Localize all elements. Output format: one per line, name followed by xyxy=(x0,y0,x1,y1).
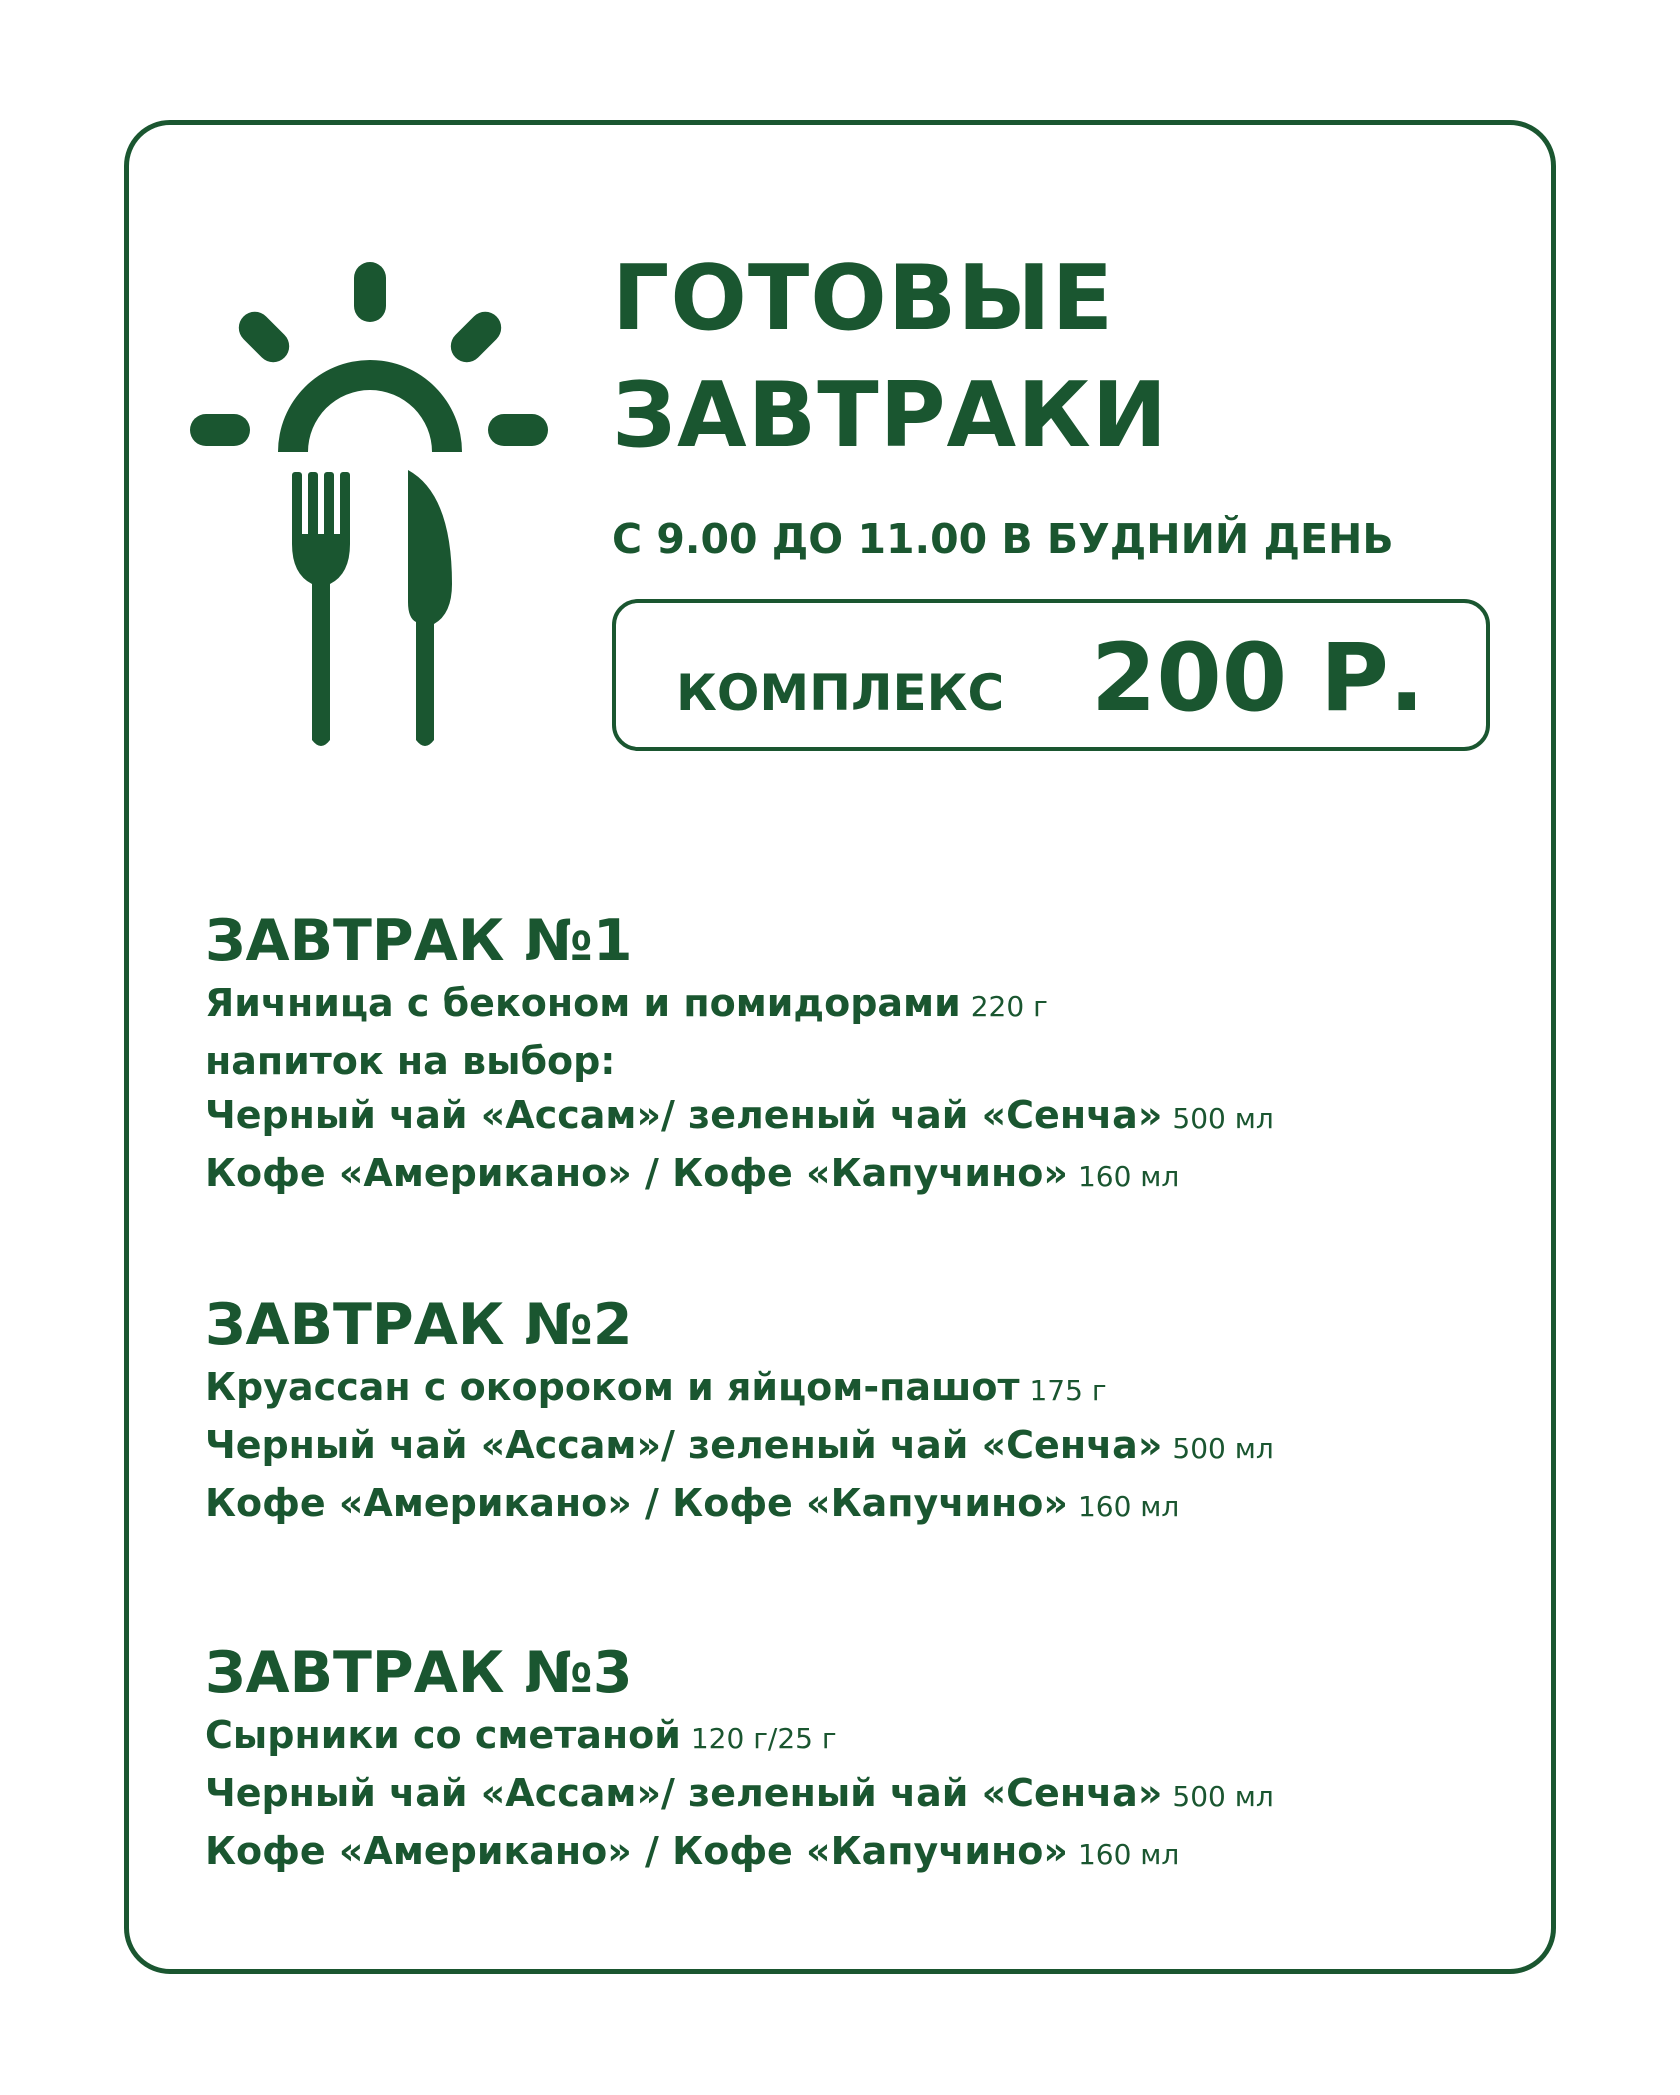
menu-item-qty: 160 мл xyxy=(1077,1160,1180,1193)
section-title: ЗАВТРАК №1 xyxy=(205,908,633,974)
breakfast-section-2 xyxy=(205,1290,1274,1534)
menu-item-qty: 160 мл xyxy=(1077,1490,1180,1523)
menu-item xyxy=(205,1824,1274,1882)
menu-item-qty: 220 г xyxy=(970,990,1048,1023)
menu-item-qty: 160 мл xyxy=(1077,1838,1180,1871)
menu-item-qty: 500 мл xyxy=(1172,1102,1274,1135)
menu-item xyxy=(205,976,1274,1034)
menu-item-text: Черный чай «Ассам»/ зеленый чай «Сенча» xyxy=(205,1093,1163,1137)
menu-item-text: Черный чай «Ассам»/ зеленый чай «Сенча» xyxy=(205,1771,1163,1815)
menu-item xyxy=(205,1034,1274,1088)
menu-item-text: Сырники со сметаной xyxy=(205,1713,681,1757)
menu-item xyxy=(205,1708,1274,1766)
page-title-line1: ГОТОВЫЕ xyxy=(612,246,1115,351)
menu-item xyxy=(205,1476,1274,1534)
menu-item-text: Кофе «Американо» / Кофе «Капучино» xyxy=(205,1151,1068,1195)
menu-item xyxy=(205,1766,1274,1824)
menu-item-qty: 500 мл xyxy=(1172,1432,1274,1465)
page-title-line2: ЗАВТРАКИ xyxy=(612,363,1169,468)
menu-item xyxy=(205,1360,1274,1418)
sun-fork-knife-icon xyxy=(190,262,550,752)
price-value: 200 Р. xyxy=(1091,624,1425,733)
section-title: ЗАВТРАК №3 xyxy=(205,1640,633,1706)
menu-item-text: Кофе «Американо» / Кофе «Капучино» xyxy=(205,1481,1068,1525)
menu-item-text: Черный чай «Ассам»/ зеленый чай «Сенча» xyxy=(205,1423,1163,1467)
price-label: КОМПЛЕКС xyxy=(676,664,1005,722)
menu-item-text: Круассан с окороком и яйцом-пашот xyxy=(205,1365,1020,1409)
breakfast-section-3 xyxy=(205,1638,1274,1882)
menu-item-qty: 500 мл xyxy=(1172,1780,1274,1813)
menu-item xyxy=(205,1418,1274,1476)
menu-item-qty: 120 г/25 г xyxy=(690,1722,837,1755)
menu-item xyxy=(205,1146,1274,1204)
menu-item-text: напиток на выбор: xyxy=(205,1039,616,1083)
section-title: ЗАВТРАК №2 xyxy=(205,1292,633,1358)
page-title xyxy=(612,240,1168,474)
price-box xyxy=(612,599,1490,751)
menu-item-qty: 175 г xyxy=(1029,1374,1107,1407)
menu-item-text: Яичница с беконом и помидорами xyxy=(205,981,961,1025)
hours-text: С 9.00 ДО 11.00 В БУДНИЙ ДЕНЬ xyxy=(612,515,1394,563)
menu-item xyxy=(205,1088,1274,1146)
breakfast-section-1 xyxy=(205,906,1274,1204)
menu-item-text: Кофе «Американо» / Кофе «Капучино» xyxy=(205,1829,1068,1873)
